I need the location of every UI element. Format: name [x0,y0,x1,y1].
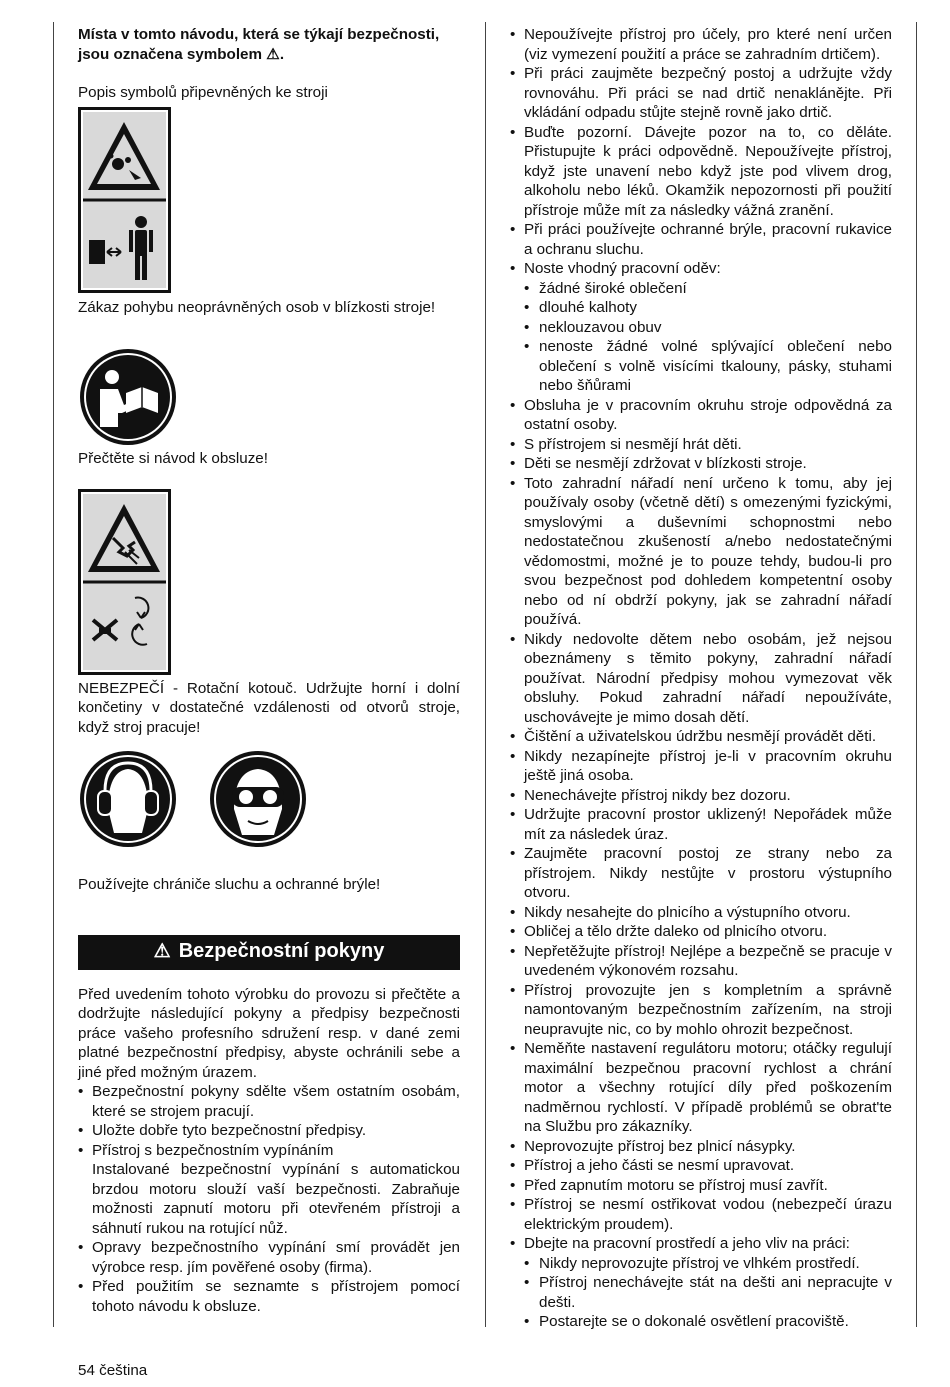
sub-list-item: • Nikdy neprovozujte přístroj ve vlhkém prostředí. [524,1254,892,1274]
environment-sublist [524,1254,892,1332]
right-margin-rule [916,22,917,1327]
list-item: • Před zapnutím motoru se přístroj musí zavřít. [510,1176,892,1196]
caption-read-manual: Přečtěte si návod k obsluze! [78,450,268,467]
list-item-title: Noste vhodný pracovní oděv: [524,260,721,277]
debris-warning-sign [78,107,171,293]
symbols-title: Popis symbolů připevněných ke stroji [78,84,328,101]
list-item: • Uložte dobře tyto bezpečnostní předpisy. [78,1121,460,1141]
ear-protection-icon [78,749,178,849]
list-item-title: Přístroj s bezpečnostním vypínáním [92,1141,334,1159]
list-item: • Děti se nesmějí zdržovat v blízkosti stroje. [510,454,892,474]
clothing-sublist [524,279,892,396]
sub-list-item: • dlouhé kalhoty [524,298,892,318]
list-item-title: Dbejte na pracovní prostředí a jeho vliv na práci: [524,1235,850,1252]
sub-list-item: • žádné široké oblečení [524,279,892,299]
read-manual-icon [78,347,178,447]
left-column [78,25,460,1316]
flying-debris-icon [83,112,166,288]
sub-list-item: • neklouzavou obuv [524,318,892,338]
list-item: • Před použitím se seznamte s přístrojem pomocí tohoto návodu k obsluze. [78,1277,460,1316]
list-item: • Při práci zaujměte bezpečný postoj a udržujte vždy rovnováhu. Při práci se nad drtič nenaklánějte. Při vkládání odpadu stůjte stejně rovně jako drtič. [510,64,892,123]
sub-list-item: • Přístroj nenechávejte stát na dešti ani nepracujte v dešti. [524,1273,892,1312]
list-item: • Toto zahradní nářadí není určeno k tomu, aby jej používaly osoby (včetně dětí) s omezenými fyzickými, smyslovými a duševními schopnostmi nebo nedostatečnou zkušeností a/nebo nedostatečnými vědomostmi, možné je to pouze tehdy, budou-li pro svou bezpečnost pod dohledem kompetentní osoby nebo od ní obdrží pokyny, jak se zahradní nářadí používá. [510,474,892,630]
section-heading-banner [78,935,460,970]
list-item-detail: Instalované bezpečnostní vypínání s automatickou brzdou motoru slouží vaší bezpečnosti. Zabraňuje možnosti zapnutí motoru při otevřeném přístroji a sáhnutí rukou na rotující nůž. [92,1161,460,1237]
list-item: • Přístroj se nesmí ostřikovat vodou (nebezpečí úrazu elektrickým proudem). [510,1195,892,1234]
list-item: • Nikdy nezapínejte přístroj je-li v pracovním okruhu ještě jiná osoba. [510,747,892,786]
list-item: • Přístroj a jeho části se nesmí upravovat. [510,1156,892,1176]
list-item: • Přístroj provozujte jen s kompletním a správně namontovaným bezpečnostním zařízením, na stroji neupravujte nic, co by mohlo ohrozit bezpečnost. [510,981,892,1040]
list-item: • Opravy bezpečnostního vypínání smí provádět jen výrobce resp. jím pověřené osoby (firma). [78,1238,460,1277]
sub-list-item: • nenoste žádné volné splývající oblečení nebo oblečení s volně visícími tkalouny, pásky, stuhami nebo šňůrami [524,337,892,396]
list-item: • Nikdy nesahejte do plnicího a výstupního otvoru. [510,903,892,923]
list-item: • Neměňte nastavení regulátoru motoru; otáčky regulují maximální bezpečnou pracovní rychlost a chrání motor a všechny rotující díly před poškozením nadměrnou rychlostí. V případě problémů se obrat'te na Službu pro zákazníky. [510,1039,892,1137]
left-margin-rule [53,22,54,1327]
right-column [510,25,892,1332]
list-item [78,1141,460,1239]
list-item: • Obsluha je v pracovním okruhu stroje odpovědná za ostatní osoby. [510,396,892,435]
list-item [510,259,892,396]
list-item [510,1234,892,1332]
caption-ppe: Používejte chrániče sluchu a ochranné brýle! [78,876,381,893]
caption-rotating-blade: NEBEZPEČÍ - Rotační kotouč. Udržujte horní i dolní končetiny v dostatečné vzdálenosti od otvorů stroje, když stroj pracuje! [78,679,460,736]
list-item: • Udržujte pracovní prostor uklizený! Nepořádek může mít za následek úraz. [510,805,892,844]
list-item: • Obličej a tělo držte daleko od plnicího otvoru. [510,922,892,942]
section-intro: Před uvedením tohoto výrobku do provozu si přečtěte a dodržujte následující pokyny a předpisy bezpečnosti práce vašeho profesního sdružení resp. v dané zemi platné bezpečnostní předpisy, abyste ochránili sebe a jiné před možným úrazem. [78,985,460,1081]
sub-list-item: • Postarejte se o dokonalé osvětlení pracoviště. [524,1312,892,1332]
warning-triangle-icon: ⚠ [153,941,171,963]
list-item: • Nenechávejte přístroj nikdy bez dozoru. [510,786,892,806]
safety-bullet-list-right [510,25,892,1332]
safety-goggles-icon [208,749,308,849]
safety-intro: Místa v tomto návodu, která se týkají bezpečnosti, jsou označena symbolem ⚠. [78,26,440,63]
rotating-blade-icon [83,494,166,670]
list-item: • S přístrojem si nesmějí hrát děti. [510,435,892,455]
column-divider [485,22,486,1327]
caption-unauthorized: Zákaz pohybu neoprávněných osob v blízkosti stroje! [78,298,436,316]
list-item: • Buďte pozorní. Dávejte pozor na to, co děláte. Přistupujte k práci odpovědně. Nepoužívejte přístroj, když jste unavení nebo když jste pod vlivem drog, alkoholu nebo léků. Okamžik nepozornosti při použití přístroje může mít za následky vážná zranění. [510,123,892,221]
list-item: • Zaujměte pracovní postoj ze strany nebo za přístrojem. Nikdy nestůjte v prostoru výstupního otvoru. [510,844,892,903]
safety-bullet-list [78,1082,460,1316]
section-title: Bezpečnostní pokyny [178,940,385,963]
list-item: • Nepoužívejte přístroj pro účely, pro které není určen (viz vymezení použití a práce se zahradním drtičem). [510,25,892,64]
list-item: • Čištění a uživatelskou údržbu nesmějí provádět děti. [510,727,892,747]
page-number: 54 čeština [78,1362,148,1379]
rotating-blade-sign [78,489,171,675]
list-item: • Nikdy nedovolte dětem nebo osobám, jež nejsou obeznámeny s těmito pokyny, zahradní nářadí používat. Národní předpisy mohou vymezovat věk obsluhy. Pokud zahradní nářadí nepoužíváte, uschovávejte je mimo dosah dětí. [510,630,892,728]
list-item: • Neprovozujte přístroj bez plnicí násypky. [510,1137,892,1157]
list-item: • Při práci používejte ochranné brýle, pracovní rukavice a ochranu sluchu. [510,220,892,259]
list-item: • Bezpečnostní pokyny sdělte všem ostatním osobám, které se strojem pracují. [78,1082,460,1121]
ppe-icons [78,749,460,849]
list-item: • Nepřetěžujte přístroj! Nejlépe a bezpečně se pracuje v uvedeném výkonovém rozsahu. [510,942,892,981]
